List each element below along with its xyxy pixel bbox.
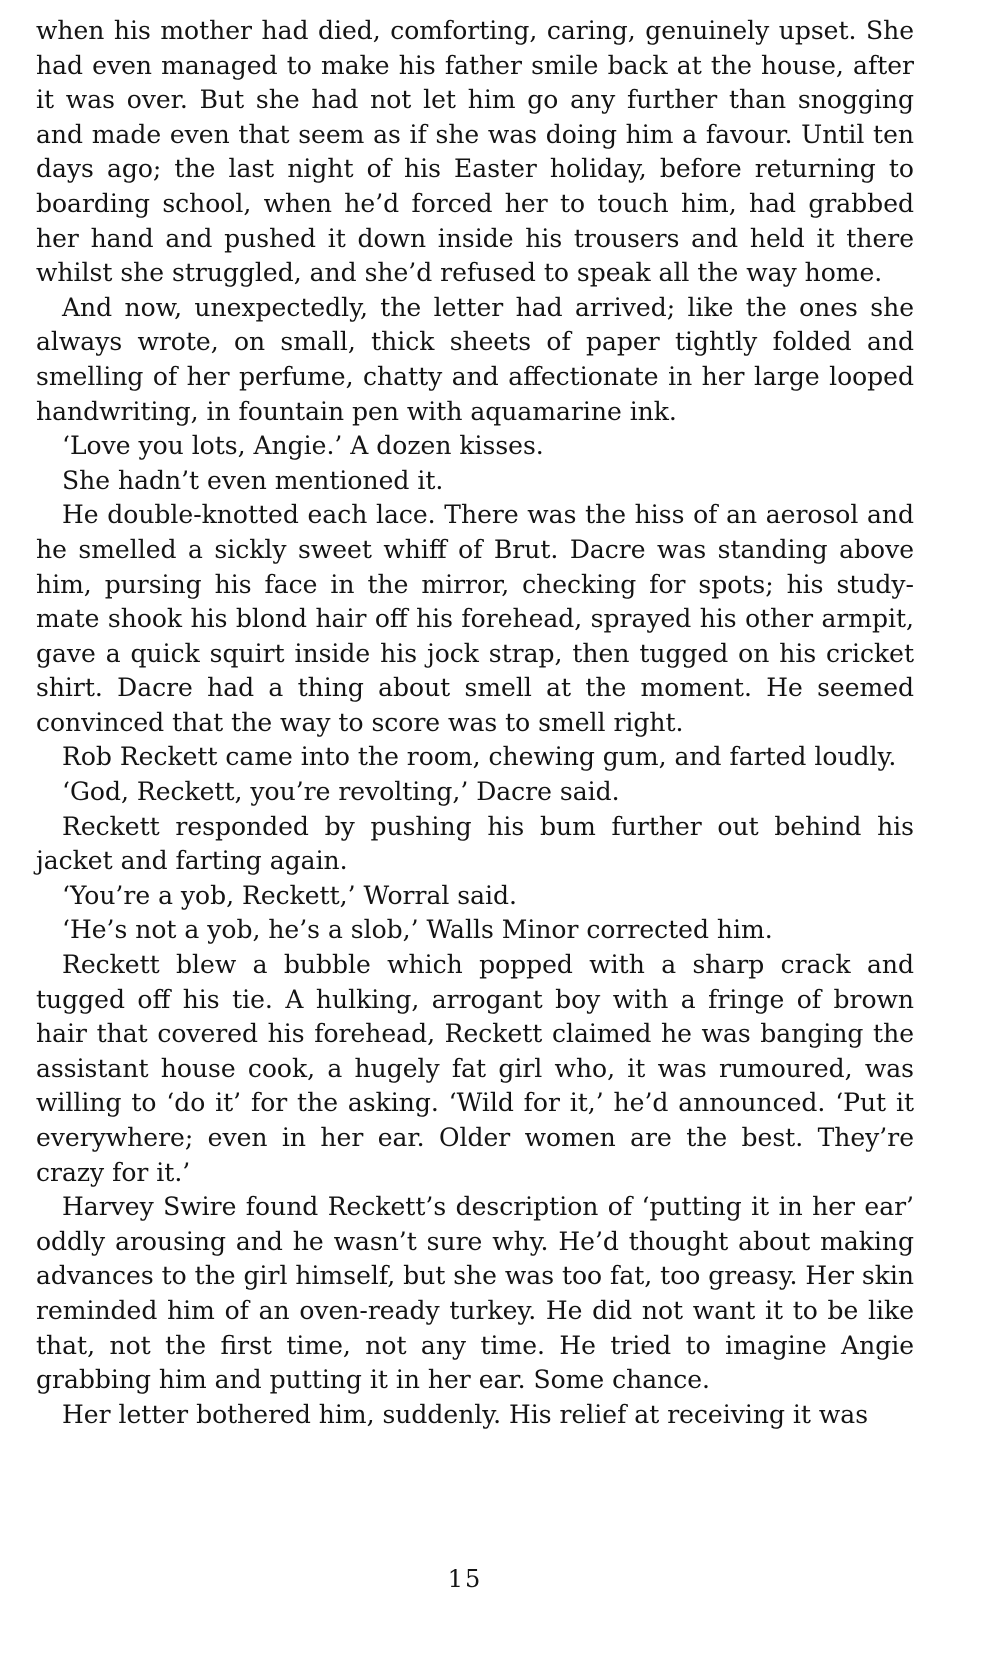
page-number: 15 [447,1565,483,1593]
paragraph-double-knotted: He double-knotted each lace. There was the hiss of an aerosol and he smelled a sickly sweet whiff of Brut. Dacre was standing above him, pursing his face in the mirror, checking for spots; his study-mate shook his blond hair off his forehead, sprayed his other armpit, gave a quick squirt inside his jock strap, then tugged on his cricket shirt. Dacre had a thing about smell at the moment. He seemed convinced that the way to score was to smell right. [36,500,914,737]
paragraph-walls-minor: ‘He’s not a yob, he’s a slob,’ Walls Minor corrected him. [62,915,773,945]
paragraph-letter-bothered: Her letter bothered him, suddenly. His relief at receiving it was [62,1399,869,1429]
paragraph-reckett-bubble: Reckett blew a bubble which popped with a sharp crack and tugged off his tie. A hulking, arrogant boy with a fringe of brown hair that covered his forehead, Reckett claimed he was banging the assistant house cook, a hugely fat girl who, it was rumoured, was willing to ‘do it’ for the asking. ‘Wild for it,’ he’d announced. ‘Put it everywhere; even in her ear. Older women are the best. They’re crazy for it.’ [36,950,914,1187]
paragraph-letter-arrived: And now, unexpectedly, the letter had arrived; like the ones she always wrote, on small, thick sheets of paper tightly folded and smelling of her perfume, chatty and affectionate in her large looped handwriting, in fountain pen with aquamarine ink. [36,292,914,426]
paragraph-love-you-lots: ‘Love you lots, Angie.’ A dozen kisses. [62,431,544,461]
paragraph-continued: when his mother had died, comforting, caring, genuinely upset. She had even managed to make his father smile back at the house, after it was over. But she had not let him go any further than snogging and made even that seem as if she was doing him a favour. Until ten days ago; the last night of his Easter holiday, before returning to boarding school, when he’d forced her to touch him, had grabbed her hand and pushed it down inside his trousers and held it there whilst she struggled, and she’d refused to speak all the way home. [36,16,914,288]
paragraph-rob-reckett: Rob Reckett came into the room, chewing gum, and farted loudly. [62,742,897,772]
body-text [36,14,914,1432]
paragraph-harvey-swire: Harvey Swire found Reckett’s description of ‘putting it in her ear’ oddly arousing and he wasn’t sure why. He’d thought about making advances to the girl himself, but she was too fat, too greasy. Her skin reminded him of an oven-ready turkey. He did not want it to be like that, not the first time, not any time. He tried to imagine Angie grabbing him and putting it in her ear. Some chance. [36,1192,915,1395]
paragraph-worral-said: ‘You’re a yob, Reckett,’ Worral said. [62,880,517,910]
paragraph-not-mentioned: She hadn’t even mentioned it. [62,465,444,495]
paragraph-dacre-said: ‘God, Reckett, you’re revolting,’ Dacre said. [62,777,620,807]
paragraph-reckett-responded: Reckett responded by pushing his bum further out behind his jacket and farting again. [36,811,914,876]
